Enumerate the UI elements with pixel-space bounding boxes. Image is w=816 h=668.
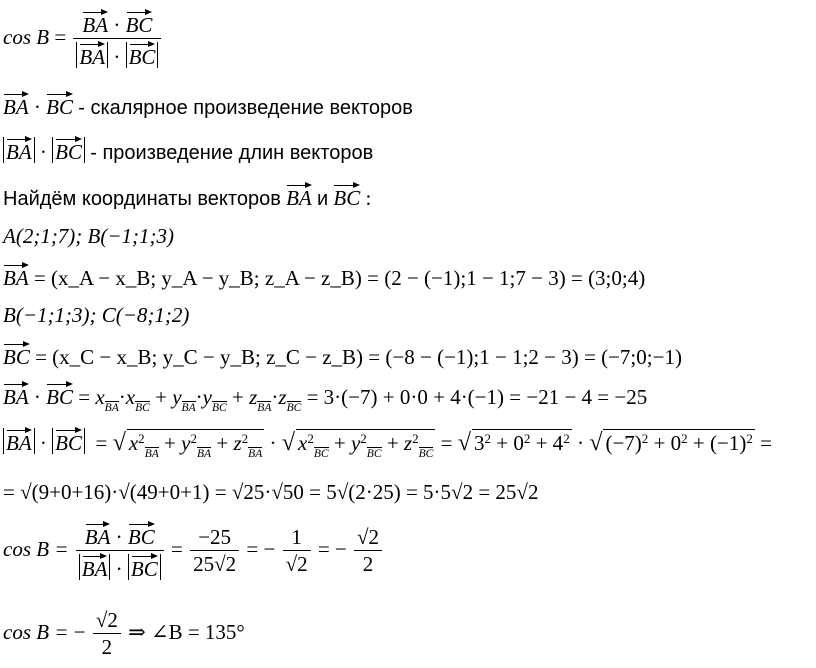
vector-bc: BC <box>55 428 82 454</box>
vector-bc: BC <box>55 137 82 163</box>
vector-ba: BA <box>3 382 29 408</box>
lengths-line: BA · BC = √ $x^2BA + y^2BA + z^2BA$ · √ $x^2BC + y^2BC + z^2BC$ = √ $3^2 + 0^2 + 4^2$ · √ $(-7)^2 + 0^2 + (-1)^2$ = <box>3 428 772 460</box>
ba-expression: = (x_A − x_B; y_A − y_B; z_A − z_B) = (2 − (−1);1 − 1;7 − 3) = (3;0;4) <box>33 266 646 290</box>
cos-final-den: 2 <box>101 635 113 659</box>
cos-computation: cos B = $\frac{BA \cdot BC}{BA \cdot BC}$ = $\frac{-25}{25√2}$ = − $\frac{1}{√2}$ = − $\frac{√2}{2}$ <box>3 522 384 580</box>
vector-bc: BC <box>128 522 155 548</box>
scalar-product-line: BA · BC - скалярное произведение векторов <box>3 92 413 118</box>
length-desc: - произведение длин векторов <box>90 142 374 164</box>
vector-bc: BC <box>3 342 30 368</box>
vector-ba: BA <box>3 92 29 118</box>
find-coords-line <box>3 183 371 209</box>
points-bc: B(−1;1;3); C(−8;1;2) <box>3 303 190 327</box>
dot-result: = 3·(−7) + 0·0 + 4·(−1) = −21 − 4 = −25 <box>306 385 648 409</box>
cos-mid-den: √2 <box>285 552 308 576</box>
cos-lhs: cos B = <box>3 536 69 561</box>
vector-bc: BC <box>126 10 153 36</box>
vector-bc: BC <box>46 382 73 408</box>
cos-final-num: √2 <box>93 610 121 634</box>
vector-ba: BA <box>79 42 105 68</box>
bc-coords-line <box>3 342 682 368</box>
vector-ba: BA <box>85 522 111 548</box>
cos-final-den: 2 <box>362 552 374 576</box>
vector-bc: BC <box>129 42 156 68</box>
ba-coords-line <box>3 263 645 289</box>
lengths-line-2: = √(9+0+16)·√(49+0+1) = √25·√50 = 5√(2·25) = 5·5√2 = 25√2 <box>3 480 539 504</box>
vector-ba: BA <box>82 10 108 36</box>
vector-ba: BA <box>6 137 32 163</box>
vector-ba: BA <box>6 428 32 454</box>
cos-mid-num: 1 <box>283 527 311 551</box>
vector-bc: BC <box>131 554 158 580</box>
lengths-product-line: BA · BC - произведение длин векторов <box>3 137 373 163</box>
dot-product-line: BA · BC = xBA·xBC + yBA·yBC + zBA·zBC = 3·(−7) + 0·0 + 4·(−1) = −21 − 4 = −25 <box>3 382 647 414</box>
formula-cos-definition: cos B = $\frac{BA \cdot BC}{BA \cdot BC}$ <box>3 10 163 68</box>
find-coords-text: Найдём координаты векторов <box>3 188 281 210</box>
vector-ba: BA <box>3 263 29 289</box>
bc-expression: = (x_C − x_B; y_C − y_B; z_C − z_B) = (−8 − (−1);1 − 1;2 − 3) = (−7;0;−1) <box>35 345 682 369</box>
cos-lhs: cos B = <box>3 619 69 644</box>
vector-ba: BA <box>286 183 312 209</box>
angle-result: ⇒ ∠B = 135° <box>128 619 245 644</box>
colon: : <box>365 186 372 210</box>
scalar-desc: - скалярное произведение векторов <box>78 97 413 119</box>
cos-fraction: $\frac{BA \cdot BC}{BA \cdot BC}$ <box>73 10 161 68</box>
vector-bc: BC <box>46 92 73 118</box>
cos-den: 25√2 <box>193 552 237 576</box>
cos-num: −25 <box>190 527 239 551</box>
points-ab: A(2;1;7); B(−1;1;3) <box>3 224 175 248</box>
vector-bc: BC <box>333 183 360 209</box>
vector-ba: BA <box>82 554 108 580</box>
and-word: и <box>316 188 329 210</box>
cos-final-num: √2 <box>354 527 382 551</box>
final-angle: cos B = − $\frac{√2}{2}$ ⇒ ∠B = 135° <box>3 608 245 659</box>
